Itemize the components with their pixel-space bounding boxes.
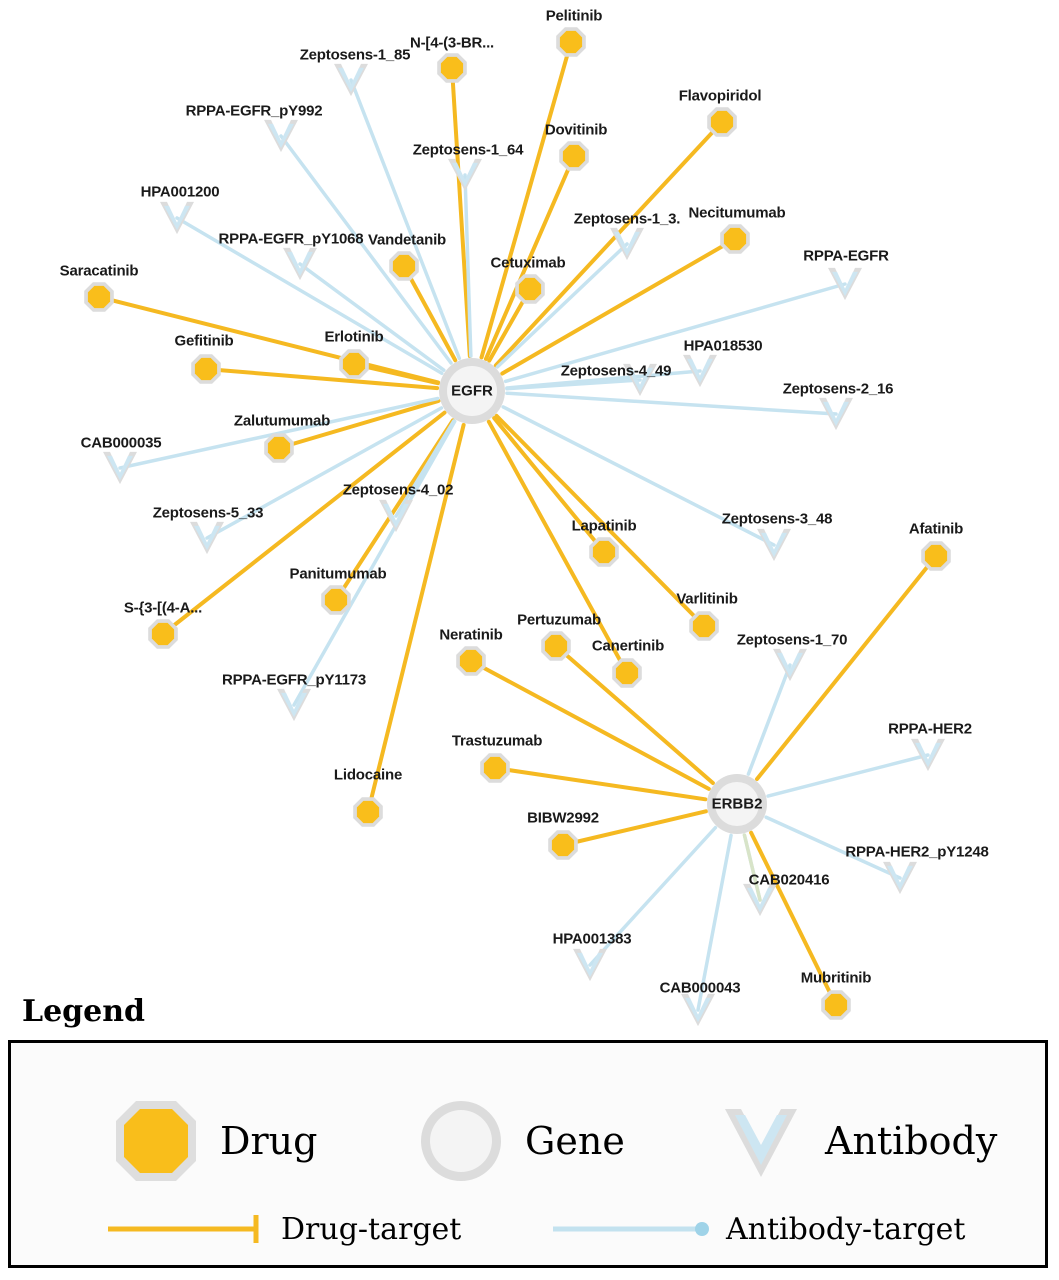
- antibody-node-label[interactable]: CAB000043: [659, 979, 741, 997]
- legend-item-gene: [411, 1091, 625, 1191]
- drug-node-label[interactable]: Dovitinib: [544, 121, 608, 139]
- antibody-node-label[interactable]: HPA001200: [140, 183, 220, 201]
- antibody-node-label[interactable]: RPPA-HER2: [888, 720, 972, 738]
- drug-node-label[interactable]: Cetuximab: [490, 254, 566, 272]
- drug-node-label[interactable]: BIBW2992: [527, 809, 599, 827]
- antibody-node-label[interactable]: Zeptosens-1_70: [736, 631, 848, 649]
- legend-label-drug-target: Drug-target: [281, 1211, 462, 1247]
- antibody-node-label[interactable]: Zeptosens-1_64: [412, 141, 524, 159]
- antibody-node-label[interactable]: Zeptosens-2_16: [782, 380, 894, 398]
- drug-node-label[interactable]: Vandetanib: [367, 231, 447, 249]
- legend-label-gene: Gene: [525, 1119, 625, 1163]
- chevron-antibody-icon: [711, 1091, 811, 1191]
- drug-target-edge-icon: [106, 1211, 271, 1247]
- antibody-node-label[interactable]: HPA018530: [683, 337, 763, 355]
- drug-node-label[interactable]: Pelitinib: [545, 7, 603, 25]
- drug-node-label[interactable]: Neratinib: [439, 626, 503, 644]
- gene-node-label[interactable]: ERBB2: [711, 795, 763, 813]
- drug-node-label[interactable]: Lidocaine: [333, 766, 403, 784]
- legend-item-drug: [106, 1091, 317, 1191]
- antibody-node-label[interactable]: Zeptosens-3_48: [721, 510, 833, 528]
- drug-node-label[interactable]: Lapatinib: [571, 517, 637, 535]
- drug-node-label[interactable]: Flavopiridol: [678, 87, 762, 105]
- antibody-node-label[interactable]: RPPA-EGFR_pY992: [185, 102, 323, 120]
- drug-node-label[interactable]: Afatinib: [908, 520, 964, 538]
- drug-node-label[interactable]: S-{3-[(4-A...: [123, 599, 203, 617]
- drug-node-label[interactable]: N-[4-(3-BR...: [409, 34, 495, 52]
- antibody-node-label[interactable]: RPPA-EGFR_pY1068: [218, 230, 364, 248]
- antibody-node-label[interactable]: RPPA-EGFR: [803, 247, 889, 265]
- legend-label-antibody: Antibody: [825, 1119, 998, 1163]
- legend-edge-row: [11, 1211, 1045, 1267]
- legend-item-antibody-target: [551, 1211, 966, 1247]
- legend-label-drug: Drug: [220, 1119, 318, 1163]
- drug-node-label[interactable]: Panitumumab: [289, 565, 387, 583]
- legend-item-antibody: [711, 1091, 997, 1191]
- gene-node-label[interactable]: EGFR: [451, 382, 493, 400]
- antibody-node-label[interactable]: CAB020416: [748, 871, 830, 889]
- antibody-node-label[interactable]: Zeptosens-1_3.: [573, 210, 681, 228]
- drug-node-label[interactable]: Canertinib: [591, 637, 665, 655]
- legend-box: [8, 1040, 1048, 1268]
- legend-node-row: [11, 1091, 1045, 1201]
- antibody-node-label[interactable]: Zeptosens-1_85: [299, 46, 411, 64]
- antibody-node-label[interactable]: Zeptosens-5_33: [152, 504, 264, 522]
- drug-node-label[interactable]: Saracatinib: [59, 262, 139, 280]
- circle-gene-icon: [411, 1091, 511, 1191]
- antibody-node-label[interactable]: RPPA-EGFR_pY1173: [221, 671, 367, 689]
- octagon-drug-icon: [106, 1091, 206, 1191]
- antibody-node-label[interactable]: Zeptosens-4_02: [342, 481, 454, 499]
- drug-node-label[interactable]: Gefitinib: [174, 332, 234, 350]
- drug-node-label[interactable]: Trastuzumab: [451, 732, 543, 750]
- antibody-node-label[interactable]: CAB000035: [80, 434, 162, 452]
- antibody-node-label[interactable]: Zeptosens-4_49: [560, 362, 672, 380]
- antibody-node-label[interactable]: HPA001383: [552, 930, 632, 948]
- drug-node-label[interactable]: Varlitinib: [676, 590, 738, 608]
- drug-node-label[interactable]: Pertuzumab: [517, 611, 601, 629]
- legend-label-antibody-target: Antibody-target: [726, 1211, 966, 1247]
- drug-node-label[interactable]: Necitumumab: [688, 204, 786, 222]
- antibody-target-edge-icon: [551, 1211, 716, 1247]
- antibody-node-label[interactable]: RPPA-HER2_pY1248: [845, 843, 989, 861]
- legend-item-drug-target: [106, 1211, 461, 1247]
- drug-node-label[interactable]: Mubritinib: [800, 969, 872, 987]
- legend-title: Legend: [22, 994, 146, 1029]
- drug-node-label[interactable]: Zalutumumab: [233, 412, 331, 430]
- drug-node-label[interactable]: Erlotinib: [324, 328, 384, 346]
